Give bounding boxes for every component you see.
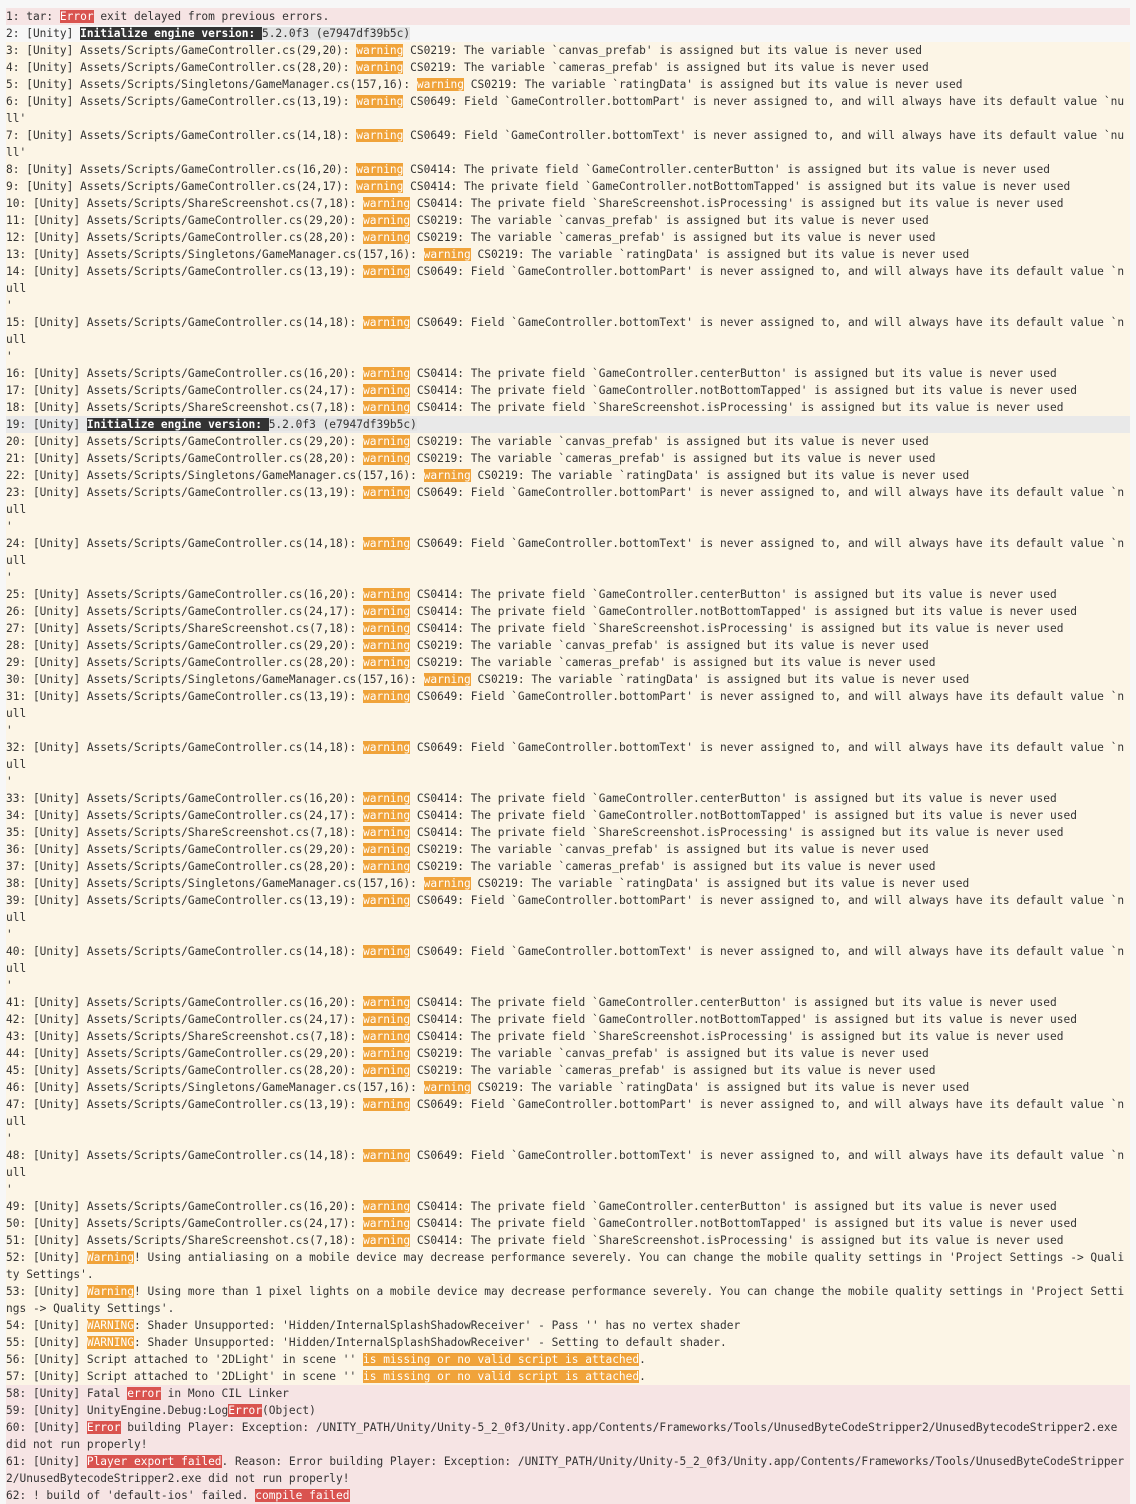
- highlight-err: Error: [86, 1421, 121, 1434]
- highlight-warn: warning: [362, 792, 411, 805]
- highlight-warn: is missing or no valid script is attached: [362, 1353, 640, 1366]
- log-text: CS0414: The private field `ShareScreenshot.isProcessing' is assigned but its value is never used: [410, 826, 1064, 839]
- log-text: CS0219: The variable `cameras_prefab' is assigned but its value is never used: [410, 231, 936, 244]
- highlight-warn: warning: [362, 622, 411, 635]
- log-text: CS0219: The variable `ratingData' is assigned but its value is never used: [470, 248, 970, 261]
- highlight-warn: warning: [362, 656, 411, 669]
- log-text: 39: [Unity] Assets/Scripts/GameController.cs(13,19):: [6, 894, 363, 907]
- log-line: [6, 382, 1130, 399]
- log-line: [6, 246, 1130, 263]
- log-text: 5: [Unity] Assets/Scripts/Singletons/GameManager.cs(157,16):: [6, 78, 417, 91]
- highlight-warn: warning: [362, 1064, 411, 1077]
- log-text: 7: [Unity] Assets/Scripts/GameController.cs(14,18):: [6, 129, 357, 142]
- highlight-warn: warning: [362, 265, 411, 278]
- log-text: CS0414: The private field `GameController.centerButton' is assigned but its value is never used: [410, 996, 1057, 1009]
- log-text: CS0219: The variable `ratingData' is assigned but its value is never used: [470, 469, 970, 482]
- log-line: [6, 807, 1130, 824]
- log-line: [6, 1334, 1130, 1351]
- log-text: 32: [Unity] Assets/Scripts/GameController.cs(14,18):: [6, 741, 363, 754]
- highlight-warn: warning: [362, 537, 411, 550]
- highlight-warn: WARNING: [86, 1319, 134, 1332]
- log-text: CS0649: Field `GameController.bottomPart' is never assigned to, and will always have its default value `null ': [6, 1098, 1125, 1145]
- log-line: [6, 1402, 1130, 1419]
- log-line: [6, 467, 1130, 484]
- log-text: 50: [Unity] Assets/Scripts/GameController.cs(24,17):: [6, 1217, 363, 1230]
- log-text: CS0649: Field `GameController.bottomText' is never assigned to, and will always have its default value `null ': [6, 537, 1125, 584]
- log-line: [6, 416, 1130, 433]
- log-text: CS0219: The variable `canvas_prefab' is assigned but its value is never used: [403, 44, 923, 57]
- log-text: 15: [Unity] Assets/Scripts/GameController.cs(14,18):: [6, 316, 363, 329]
- log-text: CS0649: Field `GameController.bottomPart' is never assigned to, and will always have its default value `null ': [6, 265, 1125, 312]
- log-line: [6, 1232, 1130, 1249]
- log-text: CS0649: Field `GameController.bottomText' is never assigned to, and will always have its default value `null ': [6, 741, 1125, 788]
- highlight-warn: warning: [423, 248, 471, 261]
- log-text: 44: [Unity] Assets/Scripts/GameController.cs(29,20):: [6, 1047, 363, 1060]
- highlight-init: Initialize engine version:: [86, 418, 269, 431]
- log-text: 45: [Unity] Assets/Scripts/GameController.cs(28,20):: [6, 1064, 363, 1077]
- highlight-init: Initialize engine version:: [80, 27, 262, 40]
- highlight-warn: warning: [362, 826, 411, 839]
- highlight-err: compile failed: [255, 1489, 350, 1502]
- log-text: building Player: Exception: /UNITY_PATH/Unity/Unity-5_2_0f3/Unity.app/Contents/Frameworks/Tools/UnusedByteCodeStripper2/UnusedBytecodeStripper2.exe did not run properly!: [6, 1421, 1125, 1451]
- highlight-warn: warning: [362, 809, 411, 822]
- log-text: 12: [Unity] Assets/Scripts/GameController.cs(28,20):: [6, 231, 363, 244]
- log-text: 11: [Unity] Assets/Scripts/GameController.cs(29,20):: [6, 214, 363, 227]
- log-line: [6, 450, 1130, 467]
- log-text: . Reason: Error building Player: Exception: /UNITY_PATH/Unity/Unity-5_2_0f3/Unity.app/Contents/Frameworks/Tools/UnusedByteCodeStripper2/UnusedBytecodeStripper2.exe did not run properly!: [6, 1455, 1125, 1485]
- highlight-warn: warning: [356, 129, 404, 142]
- log-text: CS0649: Field `GameController.bottomText' is never assigned to, and will always have its default value `null': [6, 129, 1125, 159]
- log-text: CS0414: The private field `ShareScreenshot.isProcessing' is assigned but its value is never used: [410, 1030, 1064, 1043]
- log-text: 46: [Unity] Assets/Scripts/Singletons/GameManager.cs(157,16):: [6, 1081, 424, 1094]
- log-text: CS0414: The private field `GameController.centerButton' is assigned but its value is never used: [410, 588, 1057, 601]
- log-text: CS0414: The private field `ShareScreenshot.isProcessing' is assigned but its value is never used: [410, 622, 1064, 635]
- log-line: [6, 195, 1130, 212]
- log-text: CS0414: The private field `GameController.notBottomTapped' is assigned but its value is never used: [410, 384, 1077, 397]
- highlight-warn: warning: [362, 1217, 411, 1230]
- highlight-warn: warning: [423, 673, 471, 686]
- log-text: 54: [Unity]: [6, 1319, 87, 1332]
- highlight-warn: warning: [362, 452, 411, 465]
- log-text: 4: [Unity] Assets/Scripts/GameController.cs(28,20):: [6, 61, 357, 74]
- log-text: CS0414: The private field `GameController.notBottomTapped' is assigned but its value is never used: [410, 1013, 1077, 1026]
- highlight-warn: warning: [362, 486, 411, 499]
- highlight-warn: warning: [356, 95, 404, 108]
- log-text: CS0649: Field `GameController.bottomPart' is never assigned to, and will always have its default value `null ': [6, 486, 1125, 533]
- log-line: [6, 586, 1130, 603]
- highlight-ver: 5.2.0f3 (e7947df39b5c): [261, 27, 411, 40]
- highlight-warn: warning: [362, 690, 411, 703]
- log-line: [6, 433, 1130, 450]
- log-line: [6, 1249, 1130, 1283]
- log-line: [6, 484, 1130, 535]
- log-line: [6, 1317, 1130, 1334]
- log-text: 52: [Unity]: [6, 1251, 87, 1264]
- highlight-warn: warning: [423, 469, 471, 482]
- log-text: CS0649: Field `GameController.bottomText' is never assigned to, and will always have its default value `null ': [6, 1149, 1125, 1196]
- log-text: CS0219: The variable `canvas_prefab' is assigned but its value is never used: [410, 639, 929, 652]
- log-line: [6, 1045, 1130, 1062]
- log-line: [6, 1385, 1130, 1402]
- highlight-warn: warning: [416, 78, 465, 91]
- log-text: 6: [Unity] Assets/Scripts/GameController.cs(13,19):: [6, 95, 357, 108]
- log-text: 14: [Unity] Assets/Scripts/GameController.cs(13,19):: [6, 265, 363, 278]
- highlight-warn: warning: [362, 1098, 411, 1111]
- highlight-err: error: [127, 1387, 161, 1400]
- log-line: [6, 1198, 1130, 1215]
- log-line: [6, 1351, 1130, 1368]
- log-text: 43: [Unity] Assets/Scripts/ShareScreenshot.cs(7,18):: [6, 1030, 363, 1043]
- log-text: 25: [Unity] Assets/Scripts/GameController.cs(16,20):: [6, 588, 363, 601]
- log-text: 8: [Unity] Assets/Scripts/GameController.cs(16,20):: [6, 163, 357, 176]
- log-line: [6, 824, 1130, 841]
- log-text: 42: [Unity] Assets/Scripts/GameController.cs(24,17):: [6, 1013, 363, 1026]
- log-text: CS0219: The variable `ratingData' is assigned but its value is never used: [470, 673, 970, 686]
- log-line: [6, 1283, 1130, 1317]
- log-line: [6, 1096, 1130, 1147]
- log-line: [6, 841, 1130, 858]
- log-text: 58: [Unity] Fatal: [6, 1387, 128, 1400]
- highlight-err: Player export failed: [86, 1455, 222, 1468]
- highlight-warn: warning: [362, 1047, 411, 1060]
- log-line: [6, 943, 1130, 994]
- highlight-warn: warning: [356, 44, 404, 57]
- log-text: 53: [Unity]: [6, 1285, 87, 1298]
- log-line: [6, 994, 1130, 1011]
- log-text: CS0649: Field `GameController.bottomPart' is never assigned to, and will always have its default value `null ': [6, 690, 1125, 737]
- log-text: 38: [Unity] Assets/Scripts/Singletons/GameManager.cs(157,16):: [6, 877, 424, 890]
- log-line: [6, 399, 1130, 416]
- log-text: 2: [Unity]: [6, 27, 81, 40]
- highlight-err: Error: [59, 10, 94, 23]
- highlight-warn: warning: [423, 1081, 471, 1094]
- log-text: 37: [Unity] Assets/Scripts/GameController.cs(28,20):: [6, 860, 363, 873]
- log-text: 28: [Unity] Assets/Scripts/GameController.cs(29,20):: [6, 639, 363, 652]
- log-text: 57: [Unity] Script attached to '2DLight' in scene '': [6, 1370, 363, 1383]
- log-line: [6, 1028, 1130, 1045]
- log-text: 13: [Unity] Assets/Scripts/Singletons/GameManager.cs(157,16):: [6, 248, 424, 261]
- log-line: [6, 161, 1130, 178]
- log-line: [6, 365, 1130, 382]
- log-text: CS0219: The variable `ratingData' is assigned but its value is never used: [464, 78, 963, 91]
- log-text: 35: [Unity] Assets/Scripts/ShareScreenshot.cs(7,18):: [6, 826, 363, 839]
- log-text: ! Using antialiasing on a mobile device may decrease performance severely. You can change the mobile quality settings in 'Project Settings -> Quality Settings'.: [6, 1251, 1125, 1281]
- log-line: [6, 1453, 1130, 1487]
- log-line: [6, 739, 1130, 790]
- log-text: CS0414: The private field `GameController.centerButton' is assigned but its value is never used: [410, 792, 1057, 805]
- log-text: 36: [Unity] Assets/Scripts/GameController.cs(29,20):: [6, 843, 363, 856]
- highlight-warn: warning: [362, 316, 411, 329]
- log-text: ! Using more than 1 pixel lights on a mobile device may decrease performance severely. You can change the mobile quality settings in 'Project Settings -> Quality Settings'.: [6, 1285, 1125, 1315]
- log-text: 20: [Unity] Assets/Scripts/GameController.cs(29,20):: [6, 435, 363, 448]
- log-text: 40: [Unity] Assets/Scripts/GameController.cs(14,18):: [6, 945, 363, 958]
- highlight-warn: warning: [362, 1030, 411, 1043]
- log-text: CS0414: The private field `GameController.notBottomTapped' is assigned but its value is never used: [410, 809, 1077, 822]
- highlight-warn: warning: [362, 741, 411, 754]
- log-line: [6, 688, 1130, 739]
- log-text: CS0414: The private field `GameController.centerButton' is assigned but its value is never used: [410, 1200, 1057, 1213]
- log-text: 34: [Unity] Assets/Scripts/GameController.cs(24,17):: [6, 809, 363, 822]
- log-line: [6, 1011, 1130, 1028]
- highlight-warn: warning: [356, 180, 404, 193]
- log-text: 9: [Unity] Assets/Scripts/GameController.cs(24,17):: [6, 180, 357, 193]
- log-line: [6, 76, 1130, 93]
- log-line: [6, 1079, 1130, 1096]
- log-text: 56: [Unity] Script attached to '2DLight' in scene '': [6, 1353, 363, 1366]
- log-text: 49: [Unity] Assets/Scripts/GameController.cs(16,20):: [6, 1200, 363, 1213]
- highlight-warn: warning: [362, 367, 411, 380]
- log-text: in Mono CIL Linker: [160, 1387, 289, 1400]
- log-text: CS0219: The variable `canvas_prefab' is assigned but its value is never used: [410, 435, 929, 448]
- log-text: CS0649: Field `GameController.bottomText' is never assigned to, and will always have its default value `null ': [6, 945, 1125, 992]
- log-line: [6, 858, 1130, 875]
- highlight-err: Error: [228, 1404, 262, 1417]
- log-text: CS0219: The variable `ratingData' is assigned but its value is never used: [470, 1081, 970, 1094]
- log-text: 31: [Unity] Assets/Scripts/GameController.cs(13,19):: [6, 690, 363, 703]
- log-text: 10: [Unity] Assets/Scripts/ShareScreenshot.cs(7,18):: [6, 197, 363, 210]
- log-line: [6, 178, 1130, 195]
- log-line: [6, 620, 1130, 637]
- log-line: [6, 790, 1130, 807]
- log-line: [6, 875, 1130, 892]
- highlight-warn: warning: [423, 877, 471, 890]
- log-text: 33: [Unity] Assets/Scripts/GameController.cs(16,20):: [6, 792, 363, 805]
- log-text: CS0649: Field `GameController.bottomText' is never assigned to, and will always have its default value `null ': [6, 316, 1125, 363]
- log-text: exit delayed from previous errors.: [93, 10, 330, 23]
- log-line: [6, 1487, 1130, 1504]
- highlight-warn: warning: [362, 1200, 411, 1213]
- log-text: .: [639, 1370, 646, 1383]
- highlight-warn: warning: [362, 1234, 411, 1247]
- highlight-warn: warning: [362, 605, 411, 618]
- log-text: 24: [Unity] Assets/Scripts/GameController.cs(14,18):: [6, 537, 363, 550]
- log-line: [6, 42, 1130, 59]
- log-text: CS0219: The variable `canvas_prefab' is assigned but its value is never used: [410, 1047, 929, 1060]
- log-text: 18: [Unity] Assets/Scripts/ShareScreenshot.cs(7,18):: [6, 401, 363, 414]
- log-text: CS0219: The variable `cameras_prefab' is assigned but its value is never used: [410, 1064, 936, 1077]
- highlight-warn: warning: [362, 1149, 411, 1162]
- log-text: CS0219: The variable `cameras_prefab' is assigned but its value is never used: [410, 656, 936, 669]
- log-line: [6, 1147, 1130, 1198]
- log-text: CS0414: The private field `ShareScreenshot.isProcessing' is assigned but its value is never used: [410, 1234, 1064, 1247]
- log-text: CS0414: The private field `GameController.notBottomTapped' is assigned but its value is never used: [410, 1217, 1077, 1230]
- log-line: [6, 25, 1130, 42]
- highlight-warn: is missing or no valid script is attached: [362, 1370, 640, 1383]
- log-text: 59: [Unity] UnityEngine.Debug:Log: [6, 1404, 229, 1417]
- highlight-warn: warning: [362, 588, 411, 601]
- log-line: [6, 1368, 1130, 1385]
- log-line: [6, 1062, 1130, 1079]
- highlight-warn: warning: [362, 401, 411, 414]
- highlight-warn: WARNING: [86, 1336, 134, 1349]
- highlight-warn: warning: [362, 1013, 411, 1026]
- log-text: 61: [Unity]: [6, 1455, 87, 1468]
- highlight-ver: 5.2.0f3 (e7947df39b5c): [268, 418, 417, 431]
- log-text: 26: [Unity] Assets/Scripts/GameController.cs(24,17):: [6, 605, 363, 618]
- log-text: CS0414: The private field `GameController.centerButton' is assigned but its value is never used: [403, 163, 1051, 176]
- log-text: 60: [Unity]: [6, 1421, 87, 1434]
- highlight-warn: warning: [362, 843, 411, 856]
- log-text: 51: [Unity] Assets/Scripts/ShareScreenshot.cs(7,18):: [6, 1234, 363, 1247]
- log-line: [6, 59, 1130, 76]
- log-text: CS0219: The variable `cameras_prefab' is assigned but its value is never used: [403, 61, 929, 74]
- log-text: 48: [Unity] Assets/Scripts/GameController.cs(14,18):: [6, 1149, 363, 1162]
- log-text: 55: [Unity]: [6, 1336, 87, 1349]
- log-line: [6, 535, 1130, 586]
- highlight-warn: warning: [362, 996, 411, 1009]
- highlight-warn: warning: [362, 894, 411, 907]
- log-text: 22: [Unity] Assets/Scripts/Singletons/GameManager.cs(157,16):: [6, 469, 424, 482]
- log-text: : Shader Unsupported: 'Hidden/InternalSplashShadowReceiver' - Setting to default shader.: [133, 1336, 727, 1349]
- highlight-warn: warning: [362, 214, 411, 227]
- log-line: [6, 637, 1130, 654]
- highlight-warn: Warning: [86, 1285, 134, 1298]
- log-text: CS0219: The variable `cameras_prefab' is assigned but its value is never used: [410, 452, 936, 465]
- log-text: CS0649: Field `GameController.bottomPart' is never assigned to, and will always have its default value `null': [6, 95, 1125, 125]
- highlight-warn: warning: [362, 945, 411, 958]
- log-text: CS0219: The variable `ratingData' is assigned but its value is never used: [470, 877, 970, 890]
- log-line: [6, 671, 1130, 688]
- log-text: CS0219: The variable `cameras_prefab' is assigned but its value is never used: [410, 860, 936, 873]
- log-text: 41: [Unity] Assets/Scripts/GameController.cs(16,20):: [6, 996, 363, 1009]
- log-text: 62: ! build of 'default-ios' failed.: [6, 1489, 256, 1502]
- log-text: 17: [Unity] Assets/Scripts/GameController.cs(24,17):: [6, 384, 363, 397]
- log-text: CS0414: The private field `GameController.notBottomTapped' is assigned but its value is never used: [410, 605, 1077, 618]
- log-line: [6, 263, 1130, 314]
- highlight-warn: Warning: [86, 1251, 134, 1264]
- highlight-warn: warning: [362, 860, 411, 873]
- log-line: [6, 8, 1130, 25]
- log-text: 30: [Unity] Assets/Scripts/Singletons/GameManager.cs(157,16):: [6, 673, 424, 686]
- log-line: [6, 127, 1130, 161]
- log-line: [6, 654, 1130, 671]
- log-line: [6, 229, 1130, 246]
- log-line: [6, 1419, 1130, 1453]
- log-text: .: [639, 1353, 646, 1366]
- highlight-warn: warning: [356, 61, 404, 74]
- highlight-warn: warning: [362, 197, 411, 210]
- log-text: CS0414: The private field `ShareScreenshot.isProcessing' is assigned but its value is never used: [410, 401, 1064, 414]
- log-text: CS0414: The private field `GameController.centerButton' is assigned but its value is never used: [410, 367, 1057, 380]
- log-text: 23: [Unity] Assets/Scripts/GameController.cs(13,19):: [6, 486, 363, 499]
- log-line: [6, 1215, 1130, 1232]
- log-line: [6, 314, 1130, 365]
- log-text: 19: [Unity]: [6, 418, 87, 431]
- highlight-warn: warning: [362, 435, 411, 448]
- log-text: (Object): [261, 1404, 316, 1417]
- log-text: 27: [Unity] Assets/Scripts/ShareScreenshot.cs(7,18):: [6, 622, 363, 635]
- highlight-warn: warning: [362, 639, 411, 652]
- log-line: [6, 603, 1130, 620]
- log-text: CS0649: Field `GameController.bottomPart' is never assigned to, and will always have its default value `null ': [6, 894, 1125, 941]
- log-text: 21: [Unity] Assets/Scripts/GameController.cs(28,20):: [6, 452, 363, 465]
- log-text: 47: [Unity] Assets/Scripts/GameController.cs(13,19):: [6, 1098, 363, 1111]
- log-text: 16: [Unity] Assets/Scripts/GameController.cs(16,20):: [6, 367, 363, 380]
- log-text: 1: tar:: [6, 10, 60, 23]
- log-text: CS0219: The variable `canvas_prefab' is assigned but its value is never used: [410, 843, 929, 856]
- highlight-warn: warning: [362, 231, 411, 244]
- highlight-warn: warning: [362, 384, 411, 397]
- log-text: CS0414: The private field `ShareScreenshot.isProcessing' is assigned but its value is never used: [410, 197, 1064, 210]
- log-text: 29: [Unity] Assets/Scripts/GameController.cs(28,20):: [6, 656, 363, 669]
- log-text: : Shader Unsupported: 'Hidden/InternalSplashShadowReceiver' - Pass '' has no vertex shader: [133, 1319, 741, 1332]
- highlight-warn: warning: [356, 163, 404, 176]
- log-text: 3: [Unity] Assets/Scripts/GameController.cs(29,20):: [6, 44, 357, 57]
- log-text: CS0219: The variable `canvas_prefab' is assigned but its value is never used: [410, 214, 929, 227]
- log-line: [6, 93, 1130, 127]
- log-line: [6, 892, 1130, 943]
- log-line: [6, 212, 1130, 229]
- log-text: CS0414: The private field `GameController.notBottomTapped' is assigned but its value is never used: [403, 180, 1071, 193]
